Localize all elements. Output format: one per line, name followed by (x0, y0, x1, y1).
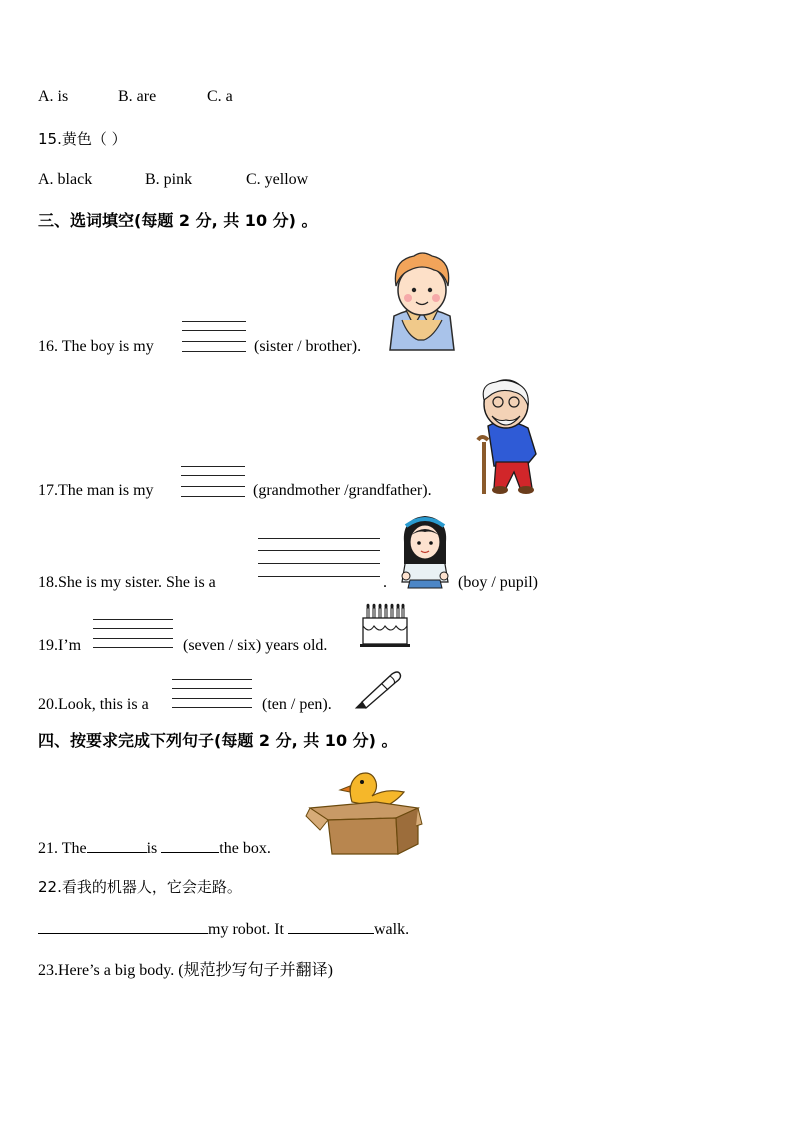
q16-prefix: 16. The boy is my (38, 338, 154, 355)
q18-period: . (383, 574, 387, 591)
q18-text (38, 573, 216, 593)
q15-prompt: 15.黄色（ ） (38, 130, 127, 148)
q18-answer-lines[interactable] (258, 538, 380, 578)
q17-text (38, 481, 154, 501)
q15-option-b: B. pink (145, 171, 193, 188)
q17-choices: (grandmother /grandfather). (253, 482, 432, 499)
q14-option-b: B. are (118, 88, 157, 105)
q21-blank-2[interactable] (161, 838, 219, 853)
q19-choices: (seven / six) years old. (183, 637, 328, 654)
q22-blank-2[interactable] (288, 919, 374, 934)
q20-prefix: 20.Look, this is a (38, 696, 149, 713)
q22-blank-1[interactable] (38, 919, 208, 934)
q22-prompt: 22.看我的机器人，它会走路。 (38, 878, 242, 896)
q17-prefix: 17.The man is my (38, 482, 154, 499)
q18-prefix: 18.She is my sister. She is a (38, 574, 216, 591)
q16-text (38, 337, 154, 357)
q22-mid: my robot. It (208, 921, 284, 938)
girl-illustration (396, 512, 454, 590)
q16-answer-lines[interactable] (182, 321, 246, 353)
q19-answer-lines[interactable] (93, 619, 173, 649)
q15-option-a: A. black (38, 171, 93, 188)
q21-suffix: the box. (219, 840, 271, 857)
q19-prefix: 19.I’m (38, 637, 82, 654)
birthday-cake-illustration (360, 604, 410, 648)
boy-illustration (386, 250, 458, 354)
q16-choices: (sister / brother). (254, 338, 362, 355)
q19-text (38, 636, 81, 656)
q22-answer-line (38, 919, 409, 940)
q23-prompt: 23.Here’s a big body. (规范抄写句子并翻译) (38, 962, 333, 979)
q22-suffix: walk. (374, 921, 410, 938)
q21-mid: is (146, 840, 158, 857)
q20-choices: (ten / pen). (262, 696, 332, 713)
q21-prefix: 21. The (38, 840, 87, 857)
section4-heading: 四、按要求完成下列句子(每题 2 分, 共 10 分) 。 (38, 731, 398, 750)
q14-option-c: C. a (207, 88, 233, 105)
q15-option-c: C. yellow (246, 171, 309, 188)
q15-options (38, 170, 309, 190)
q21-blank-1[interactable] (87, 838, 147, 853)
pen-illustration (352, 666, 404, 710)
q17-answer-lines[interactable] (181, 466, 245, 498)
section3-heading: 三、选词填空(每题 2 分, 共 10 分) 。 (38, 211, 318, 230)
q21-text (38, 838, 271, 859)
q14-options (38, 87, 233, 107)
q20-text (38, 695, 149, 715)
q18-choices: (boy / pupil) (458, 574, 538, 591)
q20-answer-lines[interactable] (172, 679, 252, 709)
grandfather-illustration (466, 376, 548, 496)
duck-in-box-illustration (306, 768, 422, 856)
q14-option-a: A. is (38, 88, 69, 105)
